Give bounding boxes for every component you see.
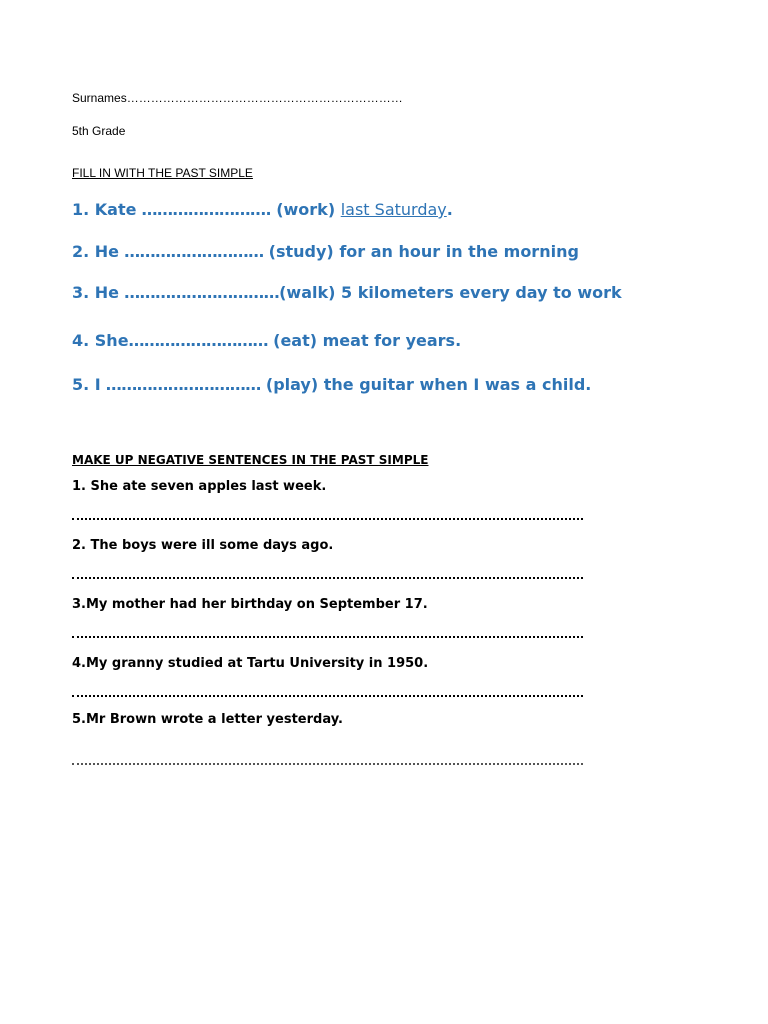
- answer-line-4[interactable]: [72, 695, 583, 697]
- fill-item-1: [72, 200, 453, 219]
- fill-item-3: [72, 283, 622, 302]
- item-number: 4. She: [72, 331, 129, 350]
- item-number: 5. I: [72, 375, 101, 394]
- surnames-label: Surnames: [72, 91, 127, 105]
- sentence-rest: for an hour in the morning: [339, 242, 579, 261]
- negative-item-3: 3.My mother had her birthday on September 17.: [72, 597, 428, 612]
- answer-line-5[interactable]: [72, 763, 583, 765]
- fill-item-2: [72, 242, 579, 261]
- item-number: 2. He: [72, 242, 120, 261]
- verb-hint: (work): [276, 200, 336, 219]
- negative-item-5: 5.Mr Brown wrote a letter yesterday.: [72, 712, 343, 727]
- verb-hint: (eat): [273, 331, 318, 350]
- negative-item-2: 2. The boys were ill some days ago.: [72, 538, 334, 553]
- section1-title: FILL IN WITH THE PAST SIMPLE: [72, 166, 253, 180]
- sentence-rest: the guitar when I was a child.: [323, 375, 592, 394]
- sentence-rest: last Saturday: [340, 200, 447, 219]
- item-number: 1. Kate: [72, 200, 137, 219]
- sentence-rest: meat for years.: [322, 331, 462, 350]
- verb-hint: (study): [268, 242, 334, 261]
- negative-item-1: 1. She ate seven apples last week.: [72, 479, 327, 494]
- verb-hint: (play): [265, 375, 319, 394]
- surnames-blank[interactable]: ……………………………………………………………: [126, 91, 403, 105]
- negative-item-4: 4.My granny studied at Tartu University in 1950.: [72, 656, 429, 671]
- answer-line-1[interactable]: [72, 518, 583, 520]
- sentence-end: .: [446, 200, 453, 219]
- fill-blank[interactable]: ………………………: [119, 242, 269, 261]
- fill-blank[interactable]: …………………………: [100, 375, 266, 394]
- grade-label: 5th Grade: [72, 124, 126, 138]
- answer-line-2[interactable]: [72, 577, 583, 579]
- section2-title: MAKE UP NEGATIVE SENTENCES IN THE PAST SIMPLE: [72, 453, 429, 467]
- surnames-line: [72, 91, 403, 105]
- fill-item-5: [72, 375, 591, 394]
- fill-blank[interactable]: ………………………: [128, 331, 274, 350]
- sentence-rest: 5 kilometers every day to work: [341, 283, 622, 302]
- fill-blank[interactable]: …………………………: [119, 283, 280, 302]
- verb-hint: (walk): [279, 283, 336, 302]
- answer-line-3[interactable]: [72, 636, 583, 638]
- fill-blank[interactable]: …………………….: [136, 200, 277, 219]
- fill-item-4: [72, 331, 461, 350]
- item-number: 3. He: [72, 283, 120, 302]
